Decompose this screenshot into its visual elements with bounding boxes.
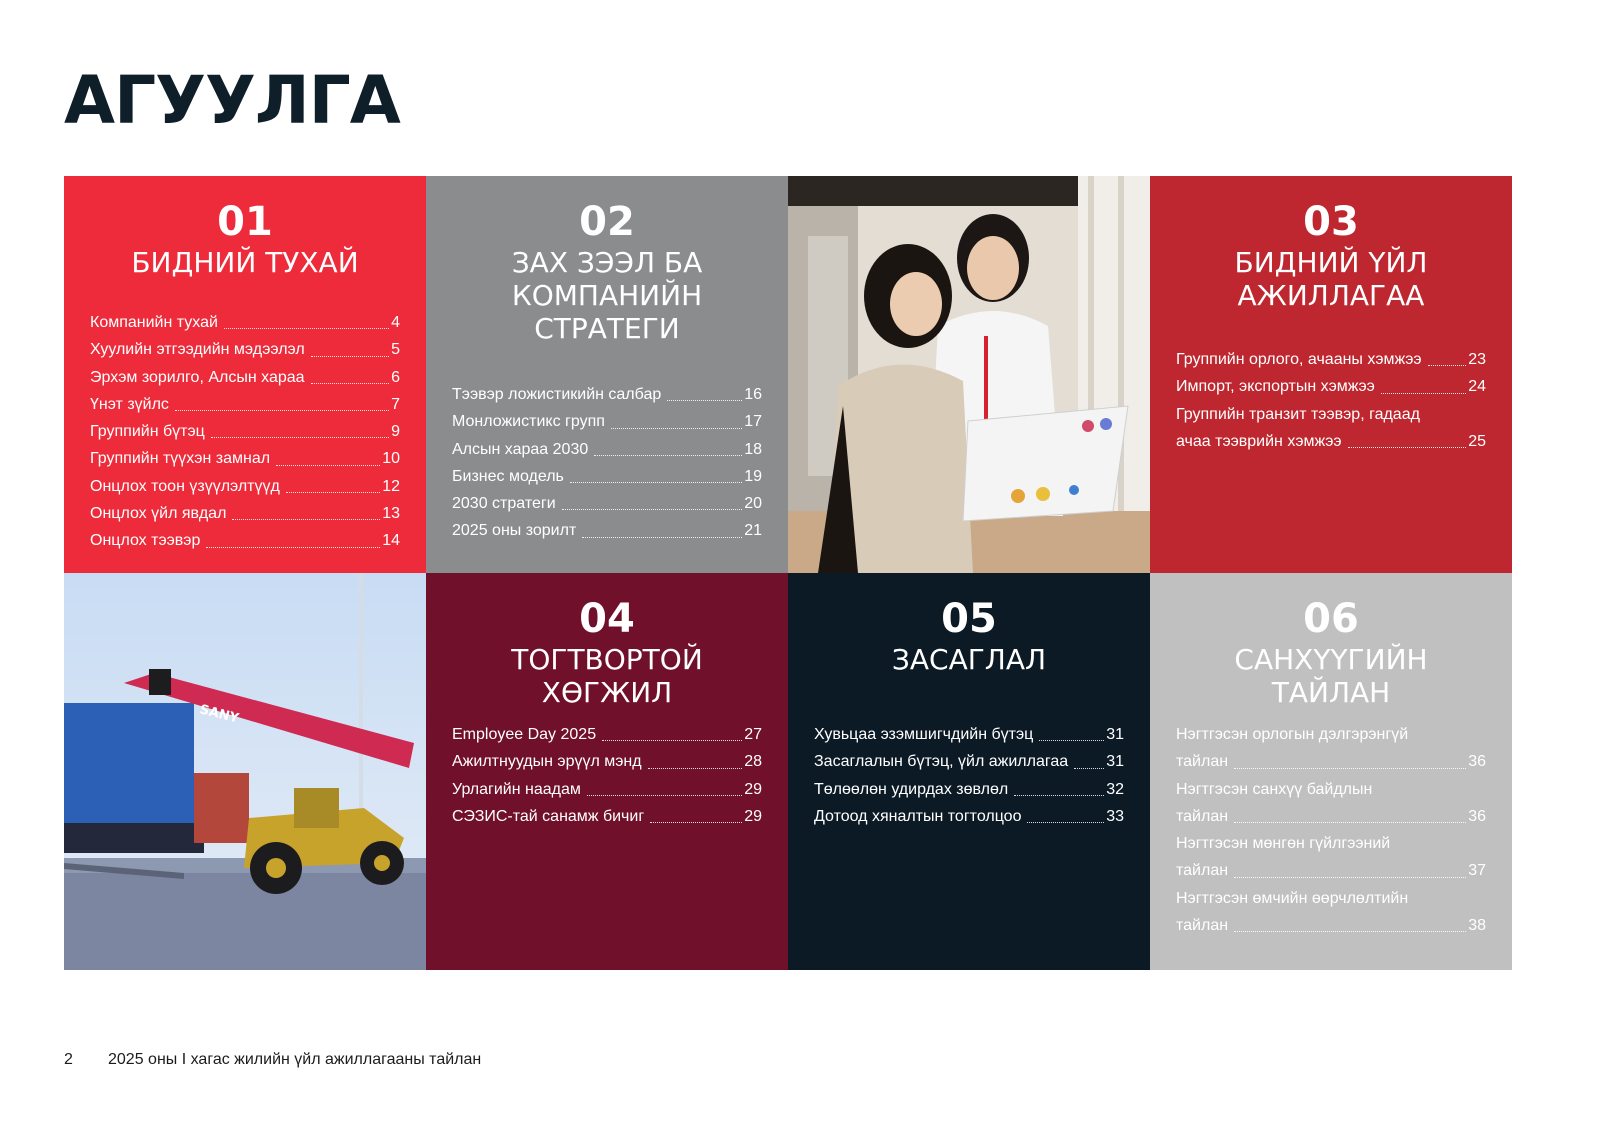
- section-title: [426, 643, 788, 709]
- dot-leader: [570, 482, 742, 483]
- toc-item[interactable]: [1176, 830, 1486, 885]
- contents-grid: [64, 176, 1512, 970]
- toc-item-page: 9: [391, 423, 400, 441]
- toc-item-label: Нэгтгэсэн өмчийн өөрчлөлтийн: [1176, 889, 1409, 907]
- section-title-line: САНХҮҮГИЙН: [1234, 643, 1428, 676]
- toc-item-label: Монложистикс групп: [452, 413, 605, 431]
- section-06-tile: [1150, 573, 1512, 970]
- toc-item[interactable]: [452, 776, 762, 803]
- dot-leader: [276, 465, 380, 466]
- toc-item-page: 10: [382, 450, 400, 468]
- dot-leader: [1027, 822, 1104, 823]
- dot-leader: [648, 768, 743, 769]
- dot-leader: [1234, 931, 1466, 932]
- toc-list: [788, 721, 1150, 830]
- toc-item-page: 28: [744, 753, 762, 771]
- toc-item[interactable]: [452, 517, 762, 544]
- toc-item-page: 29: [744, 780, 762, 798]
- toc-item-label: Компанийн тухай: [90, 314, 218, 331]
- toc-item-page: 31: [1106, 726, 1124, 743]
- toc-list: [64, 309, 426, 555]
- toc-item-page: 32: [1106, 780, 1124, 798]
- section-04-tile: [426, 573, 788, 970]
- toc-item[interactable]: [452, 748, 762, 775]
- toc-item-page: 21: [744, 522, 762, 540]
- toc-item-label-cont: тайлан: [1176, 807, 1229, 825]
- dot-leader: [650, 822, 742, 823]
- toc-item-page: 6: [391, 368, 400, 386]
- dot-leader: [1039, 740, 1104, 741]
- toc-item-label: Нэгтгэсэн мөнгөн гүйлгээний: [1176, 835, 1391, 853]
- toc-item-page: 7: [391, 395, 400, 413]
- toc-item-page: 18: [744, 440, 762, 458]
- toc-item[interactable]: [90, 391, 400, 418]
- toc-item-page: 20: [744, 495, 762, 513]
- section-title: БИДНИЙ ТУХАЙ: [131, 246, 359, 279]
- toc-item[interactable]: [1176, 776, 1486, 831]
- toc-item[interactable]: [814, 803, 1124, 830]
- toc-item[interactable]: [452, 490, 762, 517]
- toc-item-page: 14: [382, 532, 400, 550]
- toc-list: [426, 721, 788, 830]
- section-number: 04: [579, 596, 635, 642]
- toc-item-page: 37: [1468, 862, 1486, 880]
- toc-item-page: 5: [391, 341, 400, 359]
- toc-item-label: Нэгтгэсэн санхүү байдлын: [1176, 780, 1373, 798]
- dot-leader: [286, 492, 380, 493]
- toc-item[interactable]: [1176, 721, 1486, 776]
- toc-item[interactable]: [90, 364, 400, 391]
- toc-item-page: 23: [1468, 351, 1486, 368]
- toc-item-label: Группийн бүтэц: [90, 423, 205, 441]
- toc-item-label: Ажилтнуудын эрүүл мэнд: [452, 753, 642, 771]
- section-title-line: ХӨГЖИЛ: [541, 676, 673, 709]
- dot-leader: [611, 428, 742, 429]
- toc-item-label-cont: ачаа тээврийн хэмжээ: [1176, 432, 1342, 450]
- toc-item-label: Хувьцаа эзэмшигчдийн бүтэц: [814, 726, 1034, 743]
- dot-leader: [224, 328, 389, 329]
- toc-item[interactable]: [90, 336, 400, 363]
- toc-item-page: 36: [1468, 753, 1486, 771]
- toc-item-label: Нэгтгэсэн орлогын дэлгэрэнгүй: [1176, 726, 1409, 743]
- dot-leader: [1074, 768, 1104, 769]
- toc-item-label: Импорт, экспортын хэмжээ: [1176, 378, 1375, 396]
- toc-item-label: Бизнес модель: [452, 467, 564, 485]
- toc-item[interactable]: [90, 309, 400, 336]
- dot-leader: [311, 356, 389, 357]
- toc-item-page: 4: [391, 314, 400, 331]
- section-number: 02: [579, 199, 635, 245]
- section-title-line: ТАЙЛАН: [1271, 676, 1391, 709]
- machine-brand-label: SANY: [198, 702, 241, 727]
- toc-item-page: 31: [1106, 753, 1124, 771]
- toc-item[interactable]: [90, 445, 400, 472]
- footer-report-title: 2025 оны I хагас жилийн үйл ажиллагааны тайлан: [108, 1051, 482, 1068]
- section-02-tile: [426, 176, 788, 573]
- page-title: АГУУЛГА: [64, 62, 400, 139]
- toc-item-label: Төлөөлөн удирдах зөвлөл: [814, 780, 1009, 798]
- toc-item-label: 2025 оны зорилт: [452, 522, 577, 540]
- dot-leader: [1234, 768, 1466, 769]
- dot-leader: [594, 455, 742, 456]
- toc-item-label: Үнэт зүйлс: [90, 395, 169, 413]
- toc-item-page: 33: [1106, 807, 1124, 825]
- toc-item-page: 27: [744, 726, 762, 743]
- toc-item[interactable]: [452, 436, 762, 463]
- toc-item-label: СЭЗИС-тай санамж бичиг: [452, 807, 645, 825]
- toc-item-label: Дотоод хяналтын тогтолцоо: [814, 807, 1022, 825]
- toc-item[interactable]: [814, 748, 1124, 775]
- toc-item-label: Онцлох үйл явдал: [90, 505, 227, 523]
- dot-leader: [211, 437, 389, 438]
- dot-leader: [1428, 365, 1467, 366]
- toc-item-label: Тээвэр ложистикийн салбар: [452, 386, 662, 403]
- dot-leader: [175, 410, 389, 411]
- toc-item-page: 24: [1468, 378, 1486, 396]
- dot-leader: [311, 383, 390, 384]
- toc-item-page: 29: [744, 807, 762, 825]
- toc-item[interactable]: [452, 721, 762, 748]
- section-title-line: АЖИЛЛАГАА: [1237, 279, 1425, 312]
- dot-leader: [206, 547, 380, 548]
- toc-item[interactable]: [1176, 373, 1486, 400]
- toc-item-label: Засаглалын бүтэц, үйл ажиллагаа: [814, 753, 1069, 771]
- toc-item[interactable]: [90, 418, 400, 445]
- section-05-tile: [788, 573, 1150, 970]
- section-number: 01: [217, 199, 273, 245]
- section-number: 03: [1303, 199, 1359, 245]
- dot-leader: [1014, 795, 1104, 796]
- page-footer: [64, 1051, 481, 1069]
- dot-leader: [1348, 447, 1467, 448]
- section-number: 05: [941, 596, 997, 642]
- toc-item[interactable]: [452, 463, 762, 490]
- toc-item-page: 12: [382, 477, 400, 495]
- toc-item[interactable]: [452, 381, 762, 408]
- toc-item[interactable]: [90, 500, 400, 527]
- toc-list: [1150, 721, 1512, 939]
- toc-item-label-cont: тайлан: [1176, 862, 1229, 880]
- toc-item-page: 16: [744, 386, 762, 403]
- toc-item-label-cont: тайлан: [1176, 917, 1229, 935]
- toc-item-page: 19: [744, 467, 762, 485]
- toc-item-label: Эрхэм зорилго, Алсын харaa: [90, 368, 305, 386]
- toc-item[interactable]: [1176, 346, 1486, 373]
- toc-item[interactable]: [452, 803, 762, 830]
- office-photo: [788, 176, 1150, 573]
- section-title: [426, 246, 788, 345]
- dot-leader: [562, 509, 743, 510]
- dot-leader: [1234, 822, 1466, 823]
- toc-item-page: 13: [382, 505, 400, 523]
- toc-item-label: 2030 стратеги: [452, 495, 556, 513]
- dot-leader: [587, 795, 742, 796]
- section-title: [1150, 246, 1512, 312]
- toc-item[interactable]: [452, 408, 762, 435]
- toc-item-label: Онцлох тээвэр: [90, 532, 201, 550]
- dot-leader: [602, 740, 742, 741]
- toc-list: [426, 381, 788, 545]
- section-03-tile: [1150, 176, 1512, 573]
- toc-item[interactable]: [814, 721, 1124, 748]
- dot-leader: [1234, 877, 1466, 878]
- footer-page-number: 2: [64, 1051, 73, 1068]
- toc-list: [1150, 346, 1512, 455]
- toc-item-label: Урлагийн наадам: [452, 780, 581, 798]
- toc-item-label-cont: тайлан: [1176, 753, 1229, 771]
- toc-item-label: Онцлох тоон үзүүлэлтүүд: [90, 477, 280, 495]
- dot-leader: [232, 519, 380, 520]
- office-photo-illustration: [788, 176, 1150, 573]
- toc-item-label: Алсын харaa 2030: [452, 440, 589, 458]
- toc-item-page: 25: [1468, 432, 1486, 450]
- toc-item-page: 17: [744, 413, 762, 431]
- toc-item[interactable]: [1176, 401, 1486, 456]
- reach-stacker-illustration: [64, 573, 426, 970]
- dot-leader: [667, 400, 742, 401]
- section-title-line: ЗАХ ЗЭЭЛ БА: [511, 246, 703, 279]
- toc-item-label: Группийн транзит тээвэр, гадаад: [1176, 405, 1420, 423]
- section-title-line: ТОГТВОРТОЙ: [511, 643, 703, 676]
- toc-item[interactable]: [90, 473, 400, 500]
- section-title-line: СТРАТЕГИ: [534, 312, 680, 345]
- toc-item-label: Группийн орлого, ачааны хэмжээ: [1176, 351, 1422, 368]
- section-title: ЗАСАГЛАЛ: [891, 643, 1047, 676]
- dot-leader: [1381, 393, 1466, 394]
- section-number: 06: [1303, 596, 1359, 642]
- reach-stacker-photo: [64, 573, 426, 970]
- toc-item-page: 36: [1468, 807, 1486, 825]
- toc-item-label: Хуулийн этгээдийн мэдээлэл: [90, 341, 305, 359]
- toc-item[interactable]: [814, 776, 1124, 803]
- section-01-tile: [64, 176, 426, 573]
- section-title: [1150, 643, 1512, 709]
- dot-leader: [582, 537, 742, 538]
- toc-item-label: Группийн түүхэн замнал: [90, 450, 271, 468]
- toc-item-page: 38: [1468, 917, 1486, 935]
- section-title-line: КОМПАНИЙН: [511, 279, 703, 312]
- toc-item[interactable]: [1176, 885, 1486, 940]
- toc-item[interactable]: [90, 527, 400, 554]
- section-title-line: БИДНИЙ ҮЙЛ: [1234, 246, 1428, 279]
- toc-item-label: Employee Day 2025: [452, 726, 597, 743]
